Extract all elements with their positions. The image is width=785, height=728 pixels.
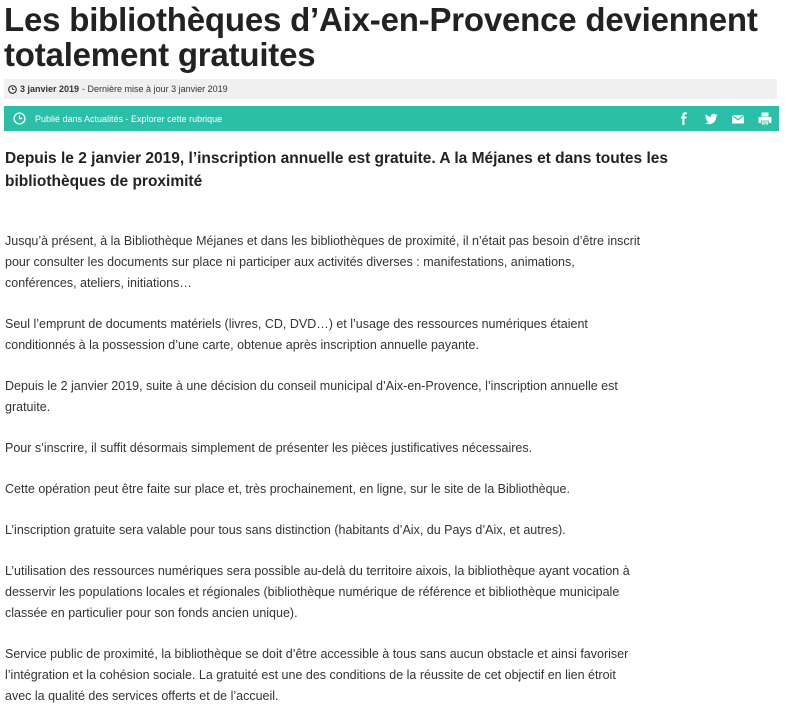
article-paragraph: L’inscription gratuite sera valable pour tous sans distinction (habitants d’Aix, du Pays d’Aix, et autres). (5, 523, 566, 537)
article-paragraph: L’utilisation des ressources numériques sera possible au-delà du territoire aixois, la bibliothèque ayant vocation à desservir les populations locales et régionales (bibliothèque numérique de référence et bibliothèque municipale classée en particulier pour son fonds ancien unique). (5, 564, 630, 620)
article-paragraph: Pour s’inscrire, il suffit désormais simplement de présenter les pièces justificatives nécessaires. (5, 441, 533, 455)
email-icon[interactable] (730, 111, 746, 127)
article-paragraph: Depuis le 2 janvier 2019, suite à une décision du conseil municipal d’Aix-en-Provence, l’inscription annuelle est gratuite. (5, 379, 618, 414)
publish-date: 3 janvier 2019 (20, 84, 80, 94)
article-title: Les bibliothèques d’Aix-en-Provence deviennent totalement gratuites (4, 1, 758, 73)
facebook-icon[interactable] (676, 111, 692, 127)
category-link[interactable]: Publié dans Actualités - Explorer cette rubrique (35, 113, 223, 124)
category-bar (4, 106, 779, 131)
article-paragraph: Service public de proximité, la bibliothèque se doit d’être accessible à tous sans aucun obstacle et ainsi favoriser l’intégration et la cohésion sociale. La gratuité est une des conditions de la réussite de cet objectif en lien étroit avec la qualité des services offerts et de l’accueil. (5, 647, 629, 703)
article-lead: Depuis le 2 janvier 2019, l’inscription annuelle est gratuite. A la Méjanes et dans toutes les bibliothèques de proximité (5, 150, 668, 190)
clock-icon (8, 85, 17, 94)
clock-icon (13, 112, 26, 125)
update-date: - Dernière mise à jour 3 janvier 2019 (82, 84, 228, 94)
twitter-icon[interactable] (703, 111, 719, 127)
print-icon[interactable] (757, 111, 773, 127)
article-meta (4, 79, 777, 99)
article-paragraph: Jusqu’à présent, à la Bibliothèque Méjanes et dans les bibliothèques de proximité, il n’était pas besoin d’être inscrit pour consulter les documents sur place ni participer aux activités diverses : manifestations, animations, conférences, ateliers, initiations… (5, 234, 641, 290)
article-paragraph: Cette opération peut être faite sur place et, très prochainement, en ligne, sur le site de la Bibliothèque. (5, 482, 570, 496)
share-toolbar (676, 111, 773, 127)
article-body (5, 231, 645, 727)
article-paragraph: Seul l’emprunt de documents matériels (livres, CD, DVD…) et l’usage des ressources numériques étaient conditionnés à la possession d’une carte, obtenue après inscription annuelle payante. (5, 317, 588, 352)
